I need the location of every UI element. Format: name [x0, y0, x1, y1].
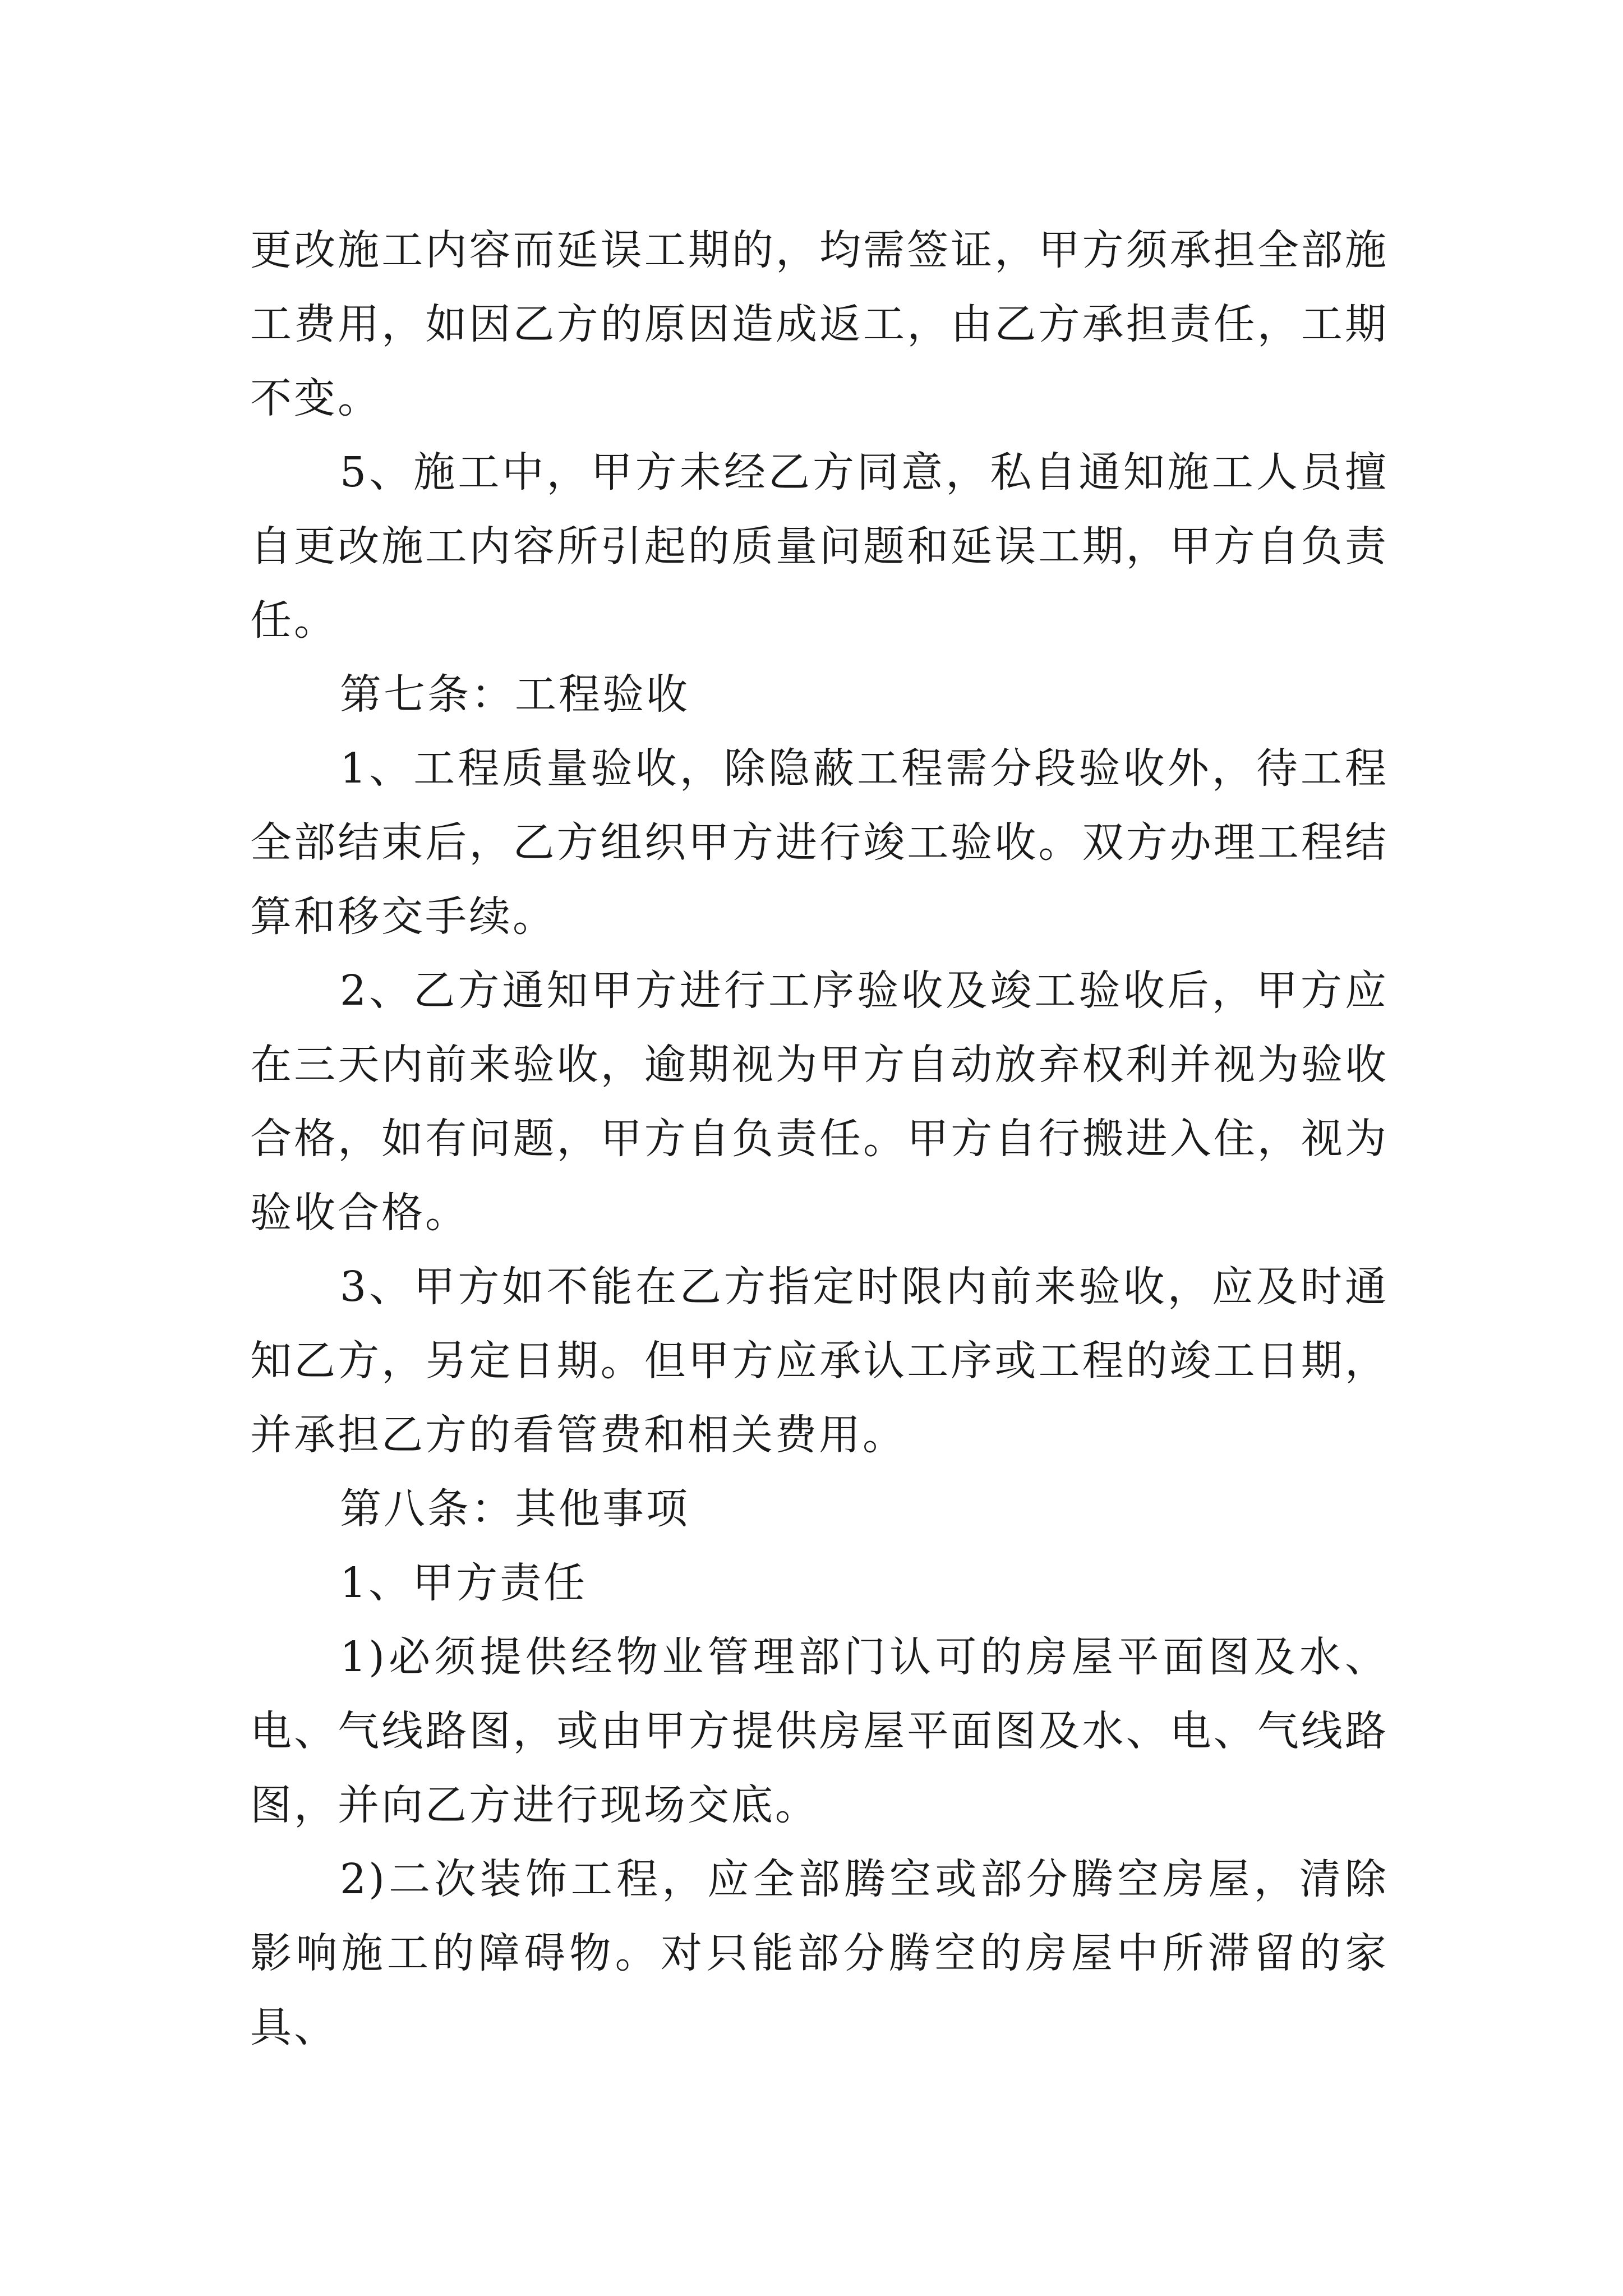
paragraph: 3、甲方如不能在乙方指定时限内前来验收，应及时通知乙方，另定日期。但甲方应承认工序或工程的竣工日期，并承担乙方的看管费和相关费用。 [250, 1263, 1389, 1459]
paragraph: 更改施工内容而延误工期的，均需签证，甲方须承担全部施工费用，如因乙方的原因造成返工，由乙方承担责任，工期不变。 [250, 226, 1389, 422]
paragraph: 2)二次装饰工程，应全部腾空或部分腾空房屋，清除影响施工的障碍物。对只能部分腾空的房屋中所滞留的家具、 [250, 1855, 1389, 2051]
paragraph: 5、施工中，甲方未经乙方同意，私自通知施工人员擅自更改施工内容所引起的质量问题和延误工期，甲方自负责任。 [250, 448, 1389, 645]
subsection-heading: 1、甲方责任 [340, 1559, 588, 1607]
paragraph: 1、工程质量验收，除隐蔽工程需分段验收外，待工程全部结束后，乙方组织甲方进行竣工验收。双方办理工程结算和移交手续。 [250, 744, 1389, 941]
section-heading: 第七条：工程验收 [340, 670, 690, 719]
document-body [250, 213, 1389, 2064]
paragraph: 1)必须提供经物业管理部门认可的房屋平面图及水、电、气线路图，或由甲方提供房屋平面图及水、电、气线路图，并向乙方进行现场交底。 [250, 1633, 1389, 1829]
paragraph: 2、乙方通知甲方进行工序验收及竣工验收后，甲方应在三天内前来验收，逾期视为甲方自动放弃权利并视为验收合格，如有问题，甲方自负责任。甲方自行搬进入住，视为验收合格。 [250, 967, 1389, 1237]
section-heading: 第八条：其他事项 [340, 1485, 690, 1533]
